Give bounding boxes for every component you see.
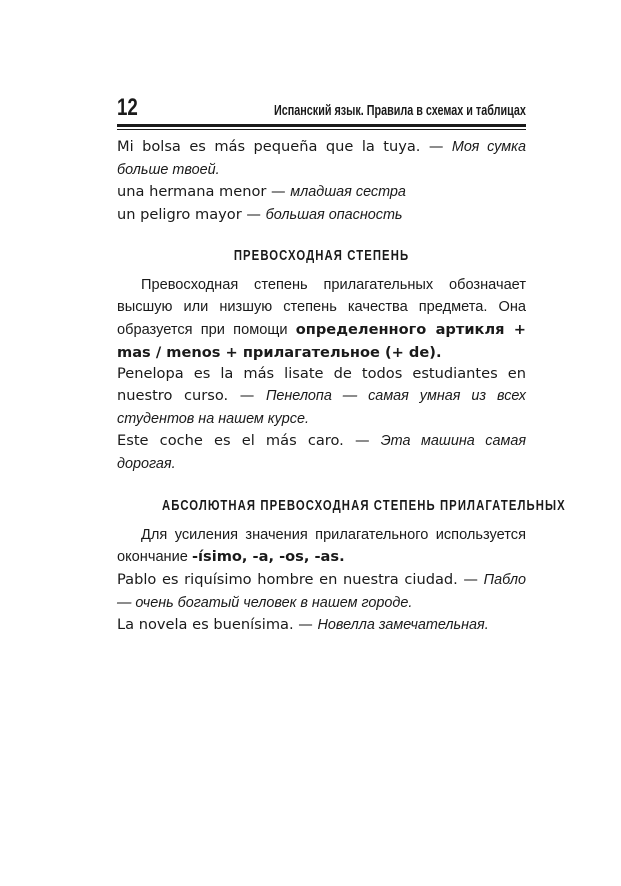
example-line: una hermana menor — младшая сестра [117, 183, 406, 201]
example-line: Este coche es el más caro. — Эта машина самая дорогая. [117, 432, 527, 473]
example-spanish: La novela es buenísima. [117, 616, 294, 634]
rule-paragraph [117, 524, 526, 569]
page-body [117, 136, 566, 637]
example-translation: большая опасность [265, 207, 403, 224]
example-spanish: una hermana menor [117, 183, 267, 201]
example-line: La novela es buenísima. — Новелла замечательная. [117, 616, 489, 634]
example-translation: Пабло — очень богатый человек в нашем городе. [117, 571, 526, 611]
header-rule-thick [117, 124, 526, 127]
rule-endings: -ísimo, -a, -os, -as. [191, 548, 345, 566]
rule-formula: определенного артикля + mas / menos + прилагательное (+ de). [117, 320, 526, 361]
header-rule-thin [117, 129, 526, 130]
example-translation: младшая сестра [290, 184, 406, 201]
running-header [117, 92, 526, 120]
rule-text: Для усиления значения прилагательного используется окончание [117, 526, 526, 566]
example-line: Pablo es riquísimo hombre en nuestra ciudad. — Пабло — очень богатый человек в нашем городе. [117, 570, 526, 611]
example-line: Mi bolsa es más pequeña que la tuya. — Моя сумка больше твоей. [117, 138, 526, 178]
example-spanish: Este coche es el más caro. [117, 432, 344, 450]
example-spanish: un peligro mayor [117, 206, 242, 224]
example-line: un peligro mayor — большая опасность [117, 206, 403, 224]
example-spanish: Penelopa es la más lisate de todos estudiantes en nuestro curso. [117, 365, 526, 405]
example-translation: Моя сумка больше твоей. [117, 139, 526, 178]
example-spanish: Pablo es riquísimo hombre en nuestra ciudad. [117, 570, 458, 588]
section-heading-superlative: ПРЕВОСХОДНАЯ СТЕПЕНЬ [233, 247, 410, 264]
example-line: Penelopa es la más lisate de todos estudiantes en nuestro curso. — Пенелопа — самая умная из всех студентов на нашем курсе. [117, 365, 526, 427]
book-page [117, 92, 566, 637]
example-spanish: Mi bolsa es más pequeña que la tuya. [117, 138, 421, 155]
book-title: Испанский язык. Правила в схемах и таблицах [274, 102, 526, 119]
example-translation: Эта машина самая дорогая. [117, 433, 527, 473]
rule-text: Превосходная степень прилагательных обозначает высшую или низшую степень качества предмета. Она образуется при помощи [117, 276, 526, 338]
example-translation: Новелла замечательная. [317, 617, 489, 634]
rule-paragraph [117, 274, 526, 364]
example-translation: Пенелопа — самая умная из всех студентов на нашем курсе. [117, 388, 526, 427]
section-heading-absolute: АБСОЛЮТНАЯ ПРЕВОСХОДНАЯ СТЕПЕНЬ ПРИЛАГАТЕЛЬНЫХ [161, 497, 566, 514]
page-number: 12 [117, 94, 138, 121]
